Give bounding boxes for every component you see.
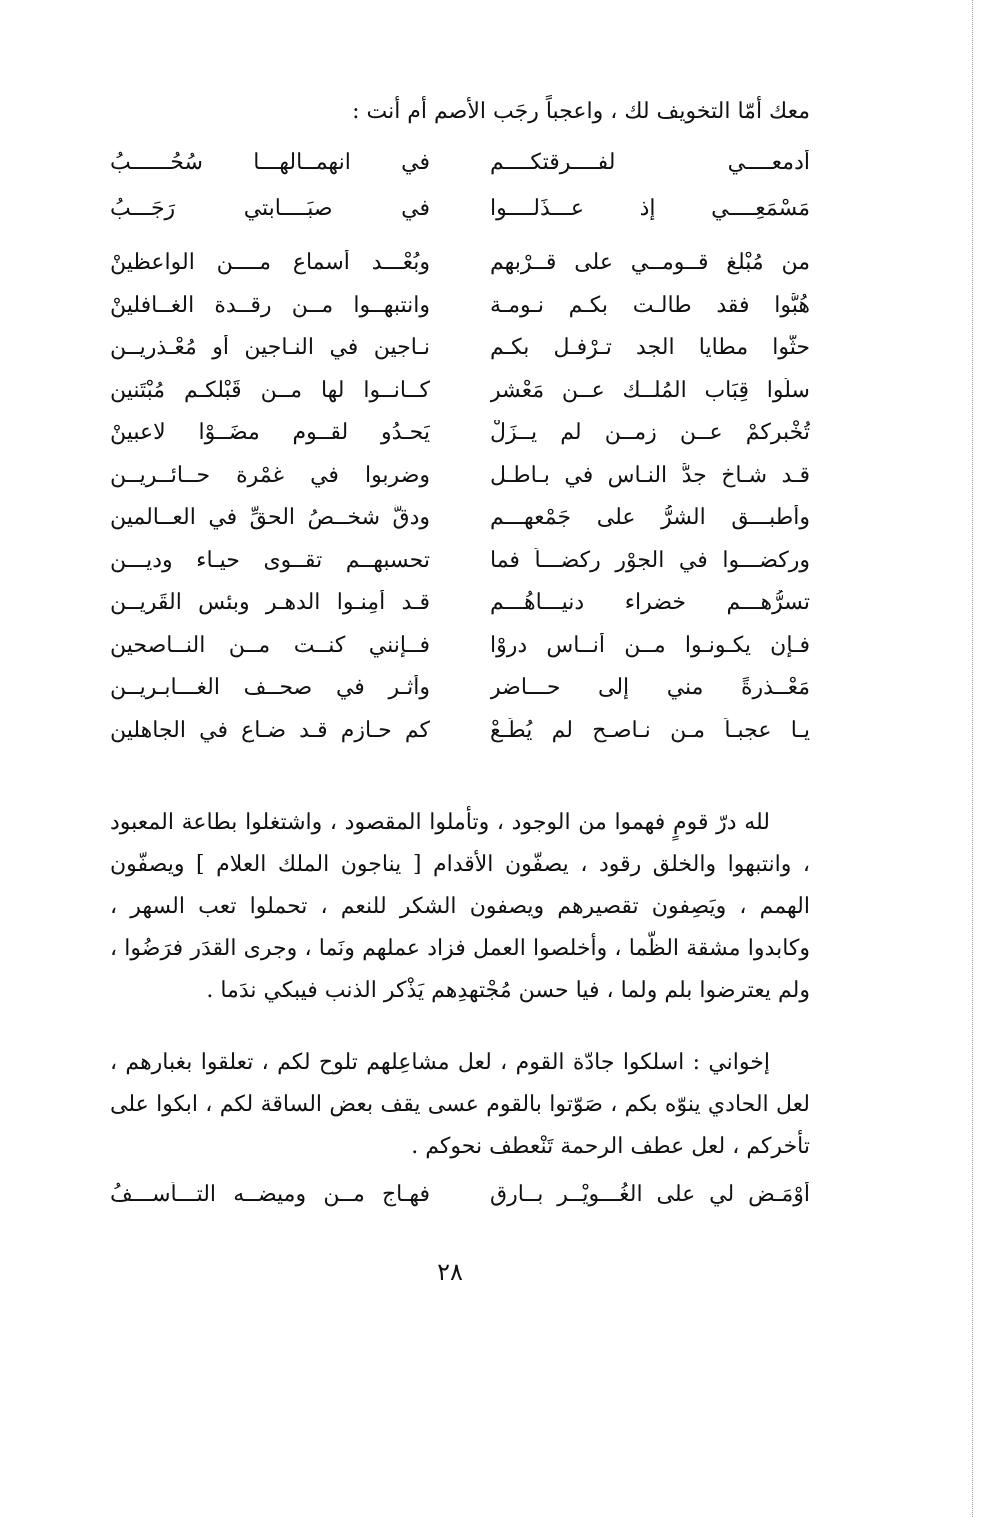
verse-first-hemistich: وركضـــوا في الجوْر ركضـــاً فما	[490, 547, 810, 573]
verse-line	[110, 293, 810, 336]
verse-second-hemistich: تحسبهــم تقــوى حيـاء وديـــن	[110, 547, 430, 573]
verse-second-hemistich: وأثـرٍ في صحــف الغـــابـريــن	[110, 675, 430, 700]
paragraph-text: لله درّ قومٍ فهموا من الوجود ، وتأملوا المقصود ، واشتغلوا بطاعة المعبود ، وانتبهوا والخلق رقود ، يصفّون الأقدام [ يناجون الملك العلام ] ويصفّون الهمم ، ويَصِفون تقصيرهم ويصفون الشكر للنعم ، تحملوا تعب السهر ، وكابدوا مشقة الظّما ، وأخلصوا العمل فزاد عملهم ونَما ، وجرى القدَر فرَضُوا ، ولم يعترضوا بلم ولما ، فيا حسن مُجْتهدِهم يَذْكر الذنب فيبكي ندَما .	[110, 810, 810, 1003]
verse-second-hemistich: نـاجين في النـاجين أو مُعْـذريــن	[110, 335, 430, 360]
verse-first-hemistich: أدمعــــي لفــــرقتكــــم	[490, 150, 810, 175]
verse-first-hemistich: قـد شـاخ جدُّ النـاس في بـاطـل	[490, 462, 810, 488]
verse-line	[110, 463, 810, 506]
verse-second-hemistich: وبُعْـــد أسماع مــــن الواعظينْ	[110, 250, 430, 275]
verse-line	[110, 250, 810, 293]
verse-line	[110, 633, 810, 676]
verse-first-hemistich: مَسْمَعِــــي إذ عـــذَلــــوا	[490, 196, 810, 221]
verse-first-hemistich: وأطبـــق الشرُّ على جَمْعهـــم	[490, 505, 810, 530]
verse-first-hemistich: من مُبْلغ قــومــي على قــرْبهم	[490, 250, 810, 275]
verse-second-hemistich: وانتبهــوا مــن رقــدة الغــافلينْ	[110, 292, 430, 318]
verse-second-hemistich: فــإنني كنــت مــن النــاصحين	[110, 632, 430, 658]
verse-second-hemistich: كــانــوا لها مــن قَبْلكـم مُبْتَنين	[110, 377, 430, 403]
verse-first-hemistich: حثُّوا مطايا الجد تـرْفـل بكـم	[490, 335, 810, 360]
verse-second-hemistich: قـد أمِنـوا الدهـر وبئس القَريــن	[110, 590, 430, 615]
paragraph-text: إخواني : اسلكوا جادّة القوم ، لعل مشاعِلهم تلوح لكم ، تعلقوا بغبارهم ، لعل الحادي ينوّه بكم ، صَوّتوا بالقوم عسى يقف بعض الساقة لكم ، ابكوا على تأخركم ، لعل عطف الرحمة تَنْعطف نحوكم .	[110, 1050, 810, 1159]
poem-stanza-2	[110, 250, 810, 760]
verse-line	[110, 505, 810, 548]
verse-second-hemistich: كم حـازم قـد ضـاع في الجاهلين	[110, 717, 430, 743]
verse-line	[110, 196, 810, 242]
verse-first-hemistich: تسرُّهـــم خضراء دنيـــاهُـــم	[490, 590, 810, 615]
verse-first-hemistich: تُخْبركمْ عــن زمــنٍ لم يــزَلْ	[490, 420, 810, 445]
verse-line	[110, 335, 810, 378]
verse-first-hemistich: فـإن يكـونـوا مــن أنــاس دروْا	[490, 632, 810, 658]
verse-second-hemistich: في صبَــــابتي رَجَـــبُ	[110, 196, 430, 221]
poem-stanza-1	[110, 150, 810, 242]
verse-line	[110, 420, 810, 463]
page-edge-line	[972, 0, 973, 1517]
verse-line	[110, 548, 810, 591]
verse-second-hemistich: يَحـدُو لقــوم مضَــوْا لاعبينْ	[110, 420, 430, 445]
verse-first-hemistich: سلُوا قِبَاب المُلــك عــن مَعْشرٍ	[490, 377, 810, 403]
verse-first-hemistich: أوْمَـض لي على الغُـــويْــر بــارق	[490, 1182, 810, 1207]
verse-line	[110, 675, 810, 718]
verse-second-hemistich: وضربوا في غمْرة حــائــريــن	[110, 462, 430, 488]
verse-first-hemistich: هُبُّوا فقد طالـت بكـم نـومـة	[490, 292, 810, 318]
poem-stanza-3	[110, 1182, 810, 1225]
prose-paragraph-1	[110, 802, 810, 1012]
verse-second-hemistich: فهـاج مــن وميضــه التـــأســـفُ	[110, 1182, 430, 1207]
verse-line	[110, 150, 810, 196]
verse-line	[110, 378, 810, 421]
verse-line	[110, 1182, 810, 1225]
verse-first-hemistich: مَعْــذرةً مني إلى حـــاضر	[490, 675, 810, 700]
intro-line: معك أمّا التخويف لك ، واعجباً رجَب الأصم أم أنت :	[352, 99, 810, 124]
verse-first-hemistich: يـا عجبـاً مـن نـاصـح لم يُطَـعْ	[490, 717, 810, 743]
page-number: ٢٨	[437, 1258, 463, 1286]
verse-second-hemistich: ودقَّ شخــصُ الحقِّ في العــالمين	[110, 505, 430, 530]
prose-paragraph-2	[110, 1042, 810, 1168]
verse-line	[110, 718, 810, 761]
verse-second-hemistich: في انهمــالهـــا سُحُــــــبُ	[110, 150, 430, 175]
verse-line	[110, 590, 810, 633]
